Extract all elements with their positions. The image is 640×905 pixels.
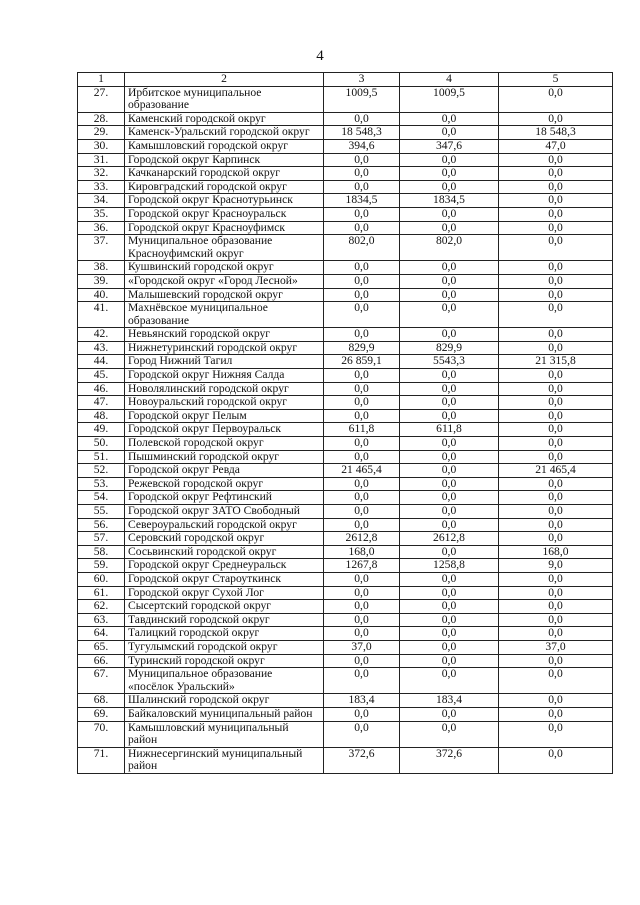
column-3-value-cell: 168,0 xyxy=(324,545,400,559)
table-row xyxy=(78,86,613,112)
row-number-cell: 54. xyxy=(78,491,125,505)
column-4-value-cell: 372,6 xyxy=(400,747,499,773)
column-5-value-cell: 0,0 xyxy=(499,721,613,747)
column-4-value-cell: 0,0 xyxy=(400,450,499,464)
column-3-value-cell: 0,0 xyxy=(324,437,400,451)
municipality-name-cell: Новоуральский городской округ xyxy=(125,396,324,410)
municipality-name-cell: Тугулымский городской округ xyxy=(125,640,324,654)
column-5-value-cell: 0,0 xyxy=(499,437,613,451)
column-4-value-cell: 0,0 xyxy=(400,572,499,586)
municipality-name-cell: Новолялинский городской округ xyxy=(125,382,324,396)
municipality-name-cell: Серовский городской округ xyxy=(125,532,324,546)
column-5-value-cell: 18 548,3 xyxy=(499,126,613,140)
column-4-value-cell: 183,4 xyxy=(400,694,499,708)
column-5-value-cell: 0,0 xyxy=(499,86,613,112)
row-number-cell: 70. xyxy=(78,721,125,747)
column-3-value-cell: 0,0 xyxy=(324,153,400,167)
table-row xyxy=(78,586,613,600)
column-3-value-cell: 183,4 xyxy=(324,694,400,708)
column-4-value-cell: 0,0 xyxy=(400,491,499,505)
column-4-value-cell: 0,0 xyxy=(400,396,499,410)
column-4-value-cell: 0,0 xyxy=(400,153,499,167)
table-row xyxy=(78,153,613,167)
column-3-value-cell: 0,0 xyxy=(324,491,400,505)
table-row xyxy=(78,613,613,627)
row-number-cell: 55. xyxy=(78,505,125,519)
row-number-cell: 69. xyxy=(78,707,125,721)
row-number-cell: 36. xyxy=(78,221,125,235)
row-number-cell: 43. xyxy=(78,341,125,355)
row-number-cell: 57. xyxy=(78,532,125,546)
municipality-name-cell: Городской округ Пелым xyxy=(125,409,324,423)
table-row xyxy=(78,747,613,773)
column-5-value-cell: 0,0 xyxy=(499,180,613,194)
row-number-cell: 44. xyxy=(78,355,125,369)
column-4-value-cell: 0,0 xyxy=(400,302,499,328)
page-number: 4 xyxy=(316,48,324,64)
municipality-name-cell: Муниципальное образование Красноуфимский округ xyxy=(125,235,324,261)
column-3-value-cell: 2612,8 xyxy=(324,532,400,546)
column-3-value-cell: 21 465,4 xyxy=(324,464,400,478)
column-4-value-cell: 0,0 xyxy=(400,382,499,396)
row-number-cell: 59. xyxy=(78,559,125,573)
table-row xyxy=(78,112,613,126)
column-5-value-cell: 0,0 xyxy=(499,572,613,586)
column-3-value-cell: 0,0 xyxy=(324,654,400,668)
column-3-value-cell: 0,0 xyxy=(324,382,400,396)
column-4-value-cell: 0,0 xyxy=(400,545,499,559)
column-5-value-cell: 47,0 xyxy=(499,139,613,153)
column-5-value-cell: 0,0 xyxy=(499,167,613,181)
column-5-value-cell: 0,0 xyxy=(499,341,613,355)
column-4-value-cell: 2612,8 xyxy=(400,532,499,546)
row-number-cell: 29. xyxy=(78,126,125,140)
column-3-value-cell: 0,0 xyxy=(324,207,400,221)
column-3-value-cell: 0,0 xyxy=(324,396,400,410)
table-row xyxy=(78,559,613,573)
table-row xyxy=(78,409,613,423)
column-4-value-cell: 0,0 xyxy=(400,586,499,600)
column-5-value-cell: 0,0 xyxy=(499,477,613,491)
column-5-value-cell: 0,0 xyxy=(499,261,613,275)
row-number-cell: 31. xyxy=(78,153,125,167)
row-number-cell: 30. xyxy=(78,139,125,153)
municipality-name-cell: Городской округ Первоуральск xyxy=(125,423,324,437)
column-4-value-cell: 0,0 xyxy=(400,600,499,614)
municipality-name-cell: Город Нижний Тагил xyxy=(125,355,324,369)
table-row xyxy=(78,654,613,668)
row-number-cell: 46. xyxy=(78,382,125,396)
column-4-value-cell: 0,0 xyxy=(400,207,499,221)
table-row xyxy=(78,328,613,342)
column-3-value-cell: 1009,5 xyxy=(324,86,400,112)
column-5-value-cell: 168,0 xyxy=(499,545,613,559)
municipality-name-cell: Городской округ Сухой Лог xyxy=(125,586,324,600)
municipality-name-cell: Качканарский городской округ xyxy=(125,167,324,181)
column-4-value-cell: 0,0 xyxy=(400,437,499,451)
column-3-value-cell: 0,0 xyxy=(324,668,400,694)
municipality-name-cell: Талицкий городской округ xyxy=(125,627,324,641)
column-4-value-cell: 0,0 xyxy=(400,328,499,342)
row-number-cell: 42. xyxy=(78,328,125,342)
column-5-value-cell: 0,0 xyxy=(499,586,613,600)
column-3-value-cell: 0,0 xyxy=(324,180,400,194)
table-row xyxy=(78,194,613,208)
table-row xyxy=(78,423,613,437)
column-3-value-cell: 0,0 xyxy=(324,518,400,532)
municipality-name-cell: Шалинский городской округ xyxy=(125,694,324,708)
row-number-cell: 34. xyxy=(78,194,125,208)
row-number-cell: 28. xyxy=(78,112,125,126)
column-3-value-cell: 1834,5 xyxy=(324,194,400,208)
column-4-value-cell: 0,0 xyxy=(400,505,499,519)
table-row xyxy=(78,707,613,721)
column-5-value-cell: 0,0 xyxy=(499,450,613,464)
column-3-value-cell: 37,0 xyxy=(324,640,400,654)
column-4-value-cell: 0,0 xyxy=(400,180,499,194)
table-row xyxy=(78,627,613,641)
row-number-cell: 68. xyxy=(78,694,125,708)
column-5-value-cell: 0,0 xyxy=(499,153,613,167)
table-row xyxy=(78,600,613,614)
column-3-value-cell: 0,0 xyxy=(324,274,400,288)
column-4-value-cell: 1258,8 xyxy=(400,559,499,573)
column-5-value-cell: 0,0 xyxy=(499,302,613,328)
municipality-name-cell: Полевской городской округ xyxy=(125,437,324,451)
municipality-name-cell: Махнёвское муниципальное образование xyxy=(125,302,324,328)
column-5-value-cell: 0,0 xyxy=(499,423,613,437)
column-5-value-cell: 21 315,8 xyxy=(499,355,613,369)
column-5-value-cell: 37,0 xyxy=(499,640,613,654)
municipality-name-cell: Сосьвинский городской округ xyxy=(125,545,324,559)
row-number-cell: 60. xyxy=(78,572,125,586)
municipality-name-cell: Нижнесергинский муниципальный район xyxy=(125,747,324,773)
column-4-value-cell: 0,0 xyxy=(400,721,499,747)
row-number-cell: 66. xyxy=(78,654,125,668)
column-3-value-cell: 0,0 xyxy=(324,112,400,126)
table-row xyxy=(78,221,613,235)
column-5-value-cell: 0,0 xyxy=(499,382,613,396)
column-3-value-cell: 0,0 xyxy=(324,261,400,275)
table-row xyxy=(78,532,613,546)
column-5-value-cell: 0,0 xyxy=(499,505,613,519)
row-number-cell: 61. xyxy=(78,586,125,600)
column-4-value-cell: 0,0 xyxy=(400,126,499,140)
municipality-name-cell: Кировградский городской округ xyxy=(125,180,324,194)
column-4-value-cell: 0,0 xyxy=(400,518,499,532)
column-4-value-cell: 0,0 xyxy=(400,409,499,423)
column-3-value-cell: 26 859,1 xyxy=(324,355,400,369)
column-5-value-cell: 0,0 xyxy=(499,328,613,342)
table-row xyxy=(78,450,613,464)
table-row xyxy=(78,302,613,328)
table-row xyxy=(78,180,613,194)
column-5-value-cell: 0,0 xyxy=(499,707,613,721)
municipality-name-cell: Городской округ Нижняя Салда xyxy=(125,369,324,383)
column-3-value-cell: 1267,8 xyxy=(324,559,400,573)
column-4-value-cell: 0,0 xyxy=(400,369,499,383)
row-number-cell: 40. xyxy=(78,288,125,302)
column-3-value-cell: 0,0 xyxy=(324,369,400,383)
row-number-cell: 62. xyxy=(78,600,125,614)
column-3-value-cell: 0,0 xyxy=(324,450,400,464)
column-5-value-cell: 0,0 xyxy=(499,396,613,410)
row-number-cell: 48. xyxy=(78,409,125,423)
row-number-cell: 50. xyxy=(78,437,125,451)
column-4-value-cell: 611,8 xyxy=(400,423,499,437)
header-cell: 1 xyxy=(78,73,125,87)
municipality-name-cell: Камышловский муниципальный район xyxy=(125,721,324,747)
row-number-cell: 58. xyxy=(78,545,125,559)
municipality-name-cell: Городской округ ЗАТО Свободный xyxy=(125,505,324,519)
municipality-name-cell: Режевской городской округ xyxy=(125,477,324,491)
municipality-name-cell: Нижнетуринский городской округ xyxy=(125,341,324,355)
table-row xyxy=(78,505,613,519)
table-row xyxy=(78,721,613,747)
column-4-value-cell: 0,0 xyxy=(400,464,499,478)
table-row xyxy=(78,382,613,396)
column-3-value-cell: 394,6 xyxy=(324,139,400,153)
column-3-value-cell: 0,0 xyxy=(324,409,400,423)
column-3-value-cell: 829,9 xyxy=(324,341,400,355)
municipality-name-cell: Малышевский городской округ xyxy=(125,288,324,302)
column-4-value-cell: 1009,5 xyxy=(400,86,499,112)
column-5-value-cell: 0,0 xyxy=(499,207,613,221)
column-3-value-cell: 0,0 xyxy=(324,721,400,747)
column-4-value-cell: 0,0 xyxy=(400,112,499,126)
table-row xyxy=(78,477,613,491)
column-4-value-cell: 0,0 xyxy=(400,640,499,654)
column-5-value-cell: 0,0 xyxy=(499,654,613,668)
municipality-name-cell: Сысертский городской округ xyxy=(125,600,324,614)
row-number-cell: 41. xyxy=(78,302,125,328)
column-3-value-cell: 0,0 xyxy=(324,221,400,235)
column-5-value-cell: 0,0 xyxy=(499,235,613,261)
column-3-value-cell: 0,0 xyxy=(324,505,400,519)
municipality-name-cell: Пышминский городской округ xyxy=(125,450,324,464)
row-number-cell: 47. xyxy=(78,396,125,410)
row-number-cell: 64. xyxy=(78,627,125,641)
column-3-value-cell: 372,6 xyxy=(324,747,400,773)
municipality-name-cell: Муниципальное образование «посёлок Уральский» xyxy=(125,668,324,694)
column-5-value-cell: 21 465,4 xyxy=(499,464,613,478)
row-number-cell: 38. xyxy=(78,261,125,275)
municipality-name-cell: Туринский городской округ xyxy=(125,654,324,668)
column-3-value-cell: 0,0 xyxy=(324,167,400,181)
column-4-value-cell: 0,0 xyxy=(400,654,499,668)
column-number-header-row xyxy=(78,73,613,87)
table-row xyxy=(78,126,613,140)
column-3-value-cell: 0,0 xyxy=(324,600,400,614)
column-5-value-cell: 0,0 xyxy=(499,518,613,532)
table-row xyxy=(78,437,613,451)
column-4-value-cell: 0,0 xyxy=(400,477,499,491)
column-4-value-cell: 829,9 xyxy=(400,341,499,355)
municipality-name-cell: Каменский городской округ xyxy=(125,112,324,126)
table-row xyxy=(78,261,613,275)
column-5-value-cell: 0,0 xyxy=(499,288,613,302)
municipality-name-cell: Североуральский городской округ xyxy=(125,518,324,532)
table-row xyxy=(78,274,613,288)
row-number-cell: 39. xyxy=(78,274,125,288)
row-number-cell: 37. xyxy=(78,235,125,261)
column-5-value-cell: 0,0 xyxy=(499,613,613,627)
table-row xyxy=(78,668,613,694)
table-row xyxy=(78,341,613,355)
municipality-name-cell: «Городской округ «Город Лесной» xyxy=(125,274,324,288)
municipality-name-cell: Невьянский городской округ xyxy=(125,328,324,342)
table-row xyxy=(78,694,613,708)
column-5-value-cell: 0,0 xyxy=(499,274,613,288)
municipality-name-cell: Тавдинский городской округ xyxy=(125,613,324,627)
municipality-name-cell: Городской округ Красноуральск xyxy=(125,207,324,221)
row-number-cell: 56. xyxy=(78,518,125,532)
municipality-name-cell: Байкаловский муниципальный район xyxy=(125,707,324,721)
column-4-value-cell: 0,0 xyxy=(400,167,499,181)
municipality-name-cell: Городской округ Рефтинский xyxy=(125,491,324,505)
table-row xyxy=(78,464,613,478)
column-3-value-cell: 802,0 xyxy=(324,235,400,261)
municipality-name-cell: Камышловский городской округ xyxy=(125,139,324,153)
header-cell: 3 xyxy=(324,73,400,87)
table-row xyxy=(78,369,613,383)
table-row xyxy=(78,518,613,532)
header-cell: 2 xyxy=(125,73,324,87)
column-4-value-cell: 0,0 xyxy=(400,274,499,288)
column-5-value-cell: 0,0 xyxy=(499,369,613,383)
row-number-cell: 63. xyxy=(78,613,125,627)
table-row xyxy=(78,139,613,153)
column-3-value-cell: 18 548,3 xyxy=(324,126,400,140)
table-row xyxy=(78,235,613,261)
column-4-value-cell: 0,0 xyxy=(400,627,499,641)
column-4-value-cell: 802,0 xyxy=(400,235,499,261)
municipality-name-cell: Ирбитское муниципальное образование xyxy=(125,86,324,112)
column-5-value-cell: 0,0 xyxy=(499,532,613,546)
column-5-value-cell: 9,0 xyxy=(499,559,613,573)
column-4-value-cell: 0,0 xyxy=(400,288,499,302)
row-number-cell: 65. xyxy=(78,640,125,654)
municipality-name-cell: Городской округ Староуткинск xyxy=(125,572,324,586)
municipality-name-cell: Городской округ Краснотурьинск xyxy=(125,194,324,208)
column-3-value-cell: 0,0 xyxy=(324,572,400,586)
column-5-value-cell: 0,0 xyxy=(499,668,613,694)
row-number-cell: 52. xyxy=(78,464,125,478)
column-5-value-cell: 0,0 xyxy=(499,747,613,773)
row-number-cell: 45. xyxy=(78,369,125,383)
column-5-value-cell: 0,0 xyxy=(499,491,613,505)
row-number-cell: 27. xyxy=(78,86,125,112)
column-5-value-cell: 0,0 xyxy=(499,112,613,126)
header-cell: 4 xyxy=(400,73,499,87)
table-row xyxy=(78,355,613,369)
table-row xyxy=(78,491,613,505)
row-number-cell: 51. xyxy=(78,450,125,464)
column-5-value-cell: 0,0 xyxy=(499,409,613,423)
table-row xyxy=(78,396,613,410)
municipality-name-cell: Городской округ Карпинск xyxy=(125,153,324,167)
column-4-value-cell: 1834,5 xyxy=(400,194,499,208)
column-5-value-cell: 0,0 xyxy=(499,600,613,614)
column-4-value-cell: 5543,3 xyxy=(400,355,499,369)
data-table xyxy=(77,72,613,774)
municipality-name-cell: Городской округ Красноуфимск xyxy=(125,221,324,235)
column-3-value-cell: 0,0 xyxy=(324,586,400,600)
table-row xyxy=(78,288,613,302)
column-3-value-cell: 0,0 xyxy=(324,288,400,302)
row-number-cell: 33. xyxy=(78,180,125,194)
column-4-value-cell: 0,0 xyxy=(400,707,499,721)
column-3-value-cell: 0,0 xyxy=(324,627,400,641)
column-4-value-cell: 0,0 xyxy=(400,668,499,694)
column-5-value-cell: 0,0 xyxy=(499,627,613,641)
table-row xyxy=(78,545,613,559)
column-5-value-cell: 0,0 xyxy=(499,221,613,235)
column-4-value-cell: 0,0 xyxy=(400,613,499,627)
table-row xyxy=(78,572,613,586)
column-4-value-cell: 0,0 xyxy=(400,221,499,235)
column-3-value-cell: 611,8 xyxy=(324,423,400,437)
municipality-name-cell: Городской округ Ревда xyxy=(125,464,324,478)
column-4-value-cell: 347,6 xyxy=(400,139,499,153)
row-number-cell: 32. xyxy=(78,167,125,181)
row-number-cell: 53. xyxy=(78,477,125,491)
column-3-value-cell: 0,0 xyxy=(324,707,400,721)
column-3-value-cell: 0,0 xyxy=(324,302,400,328)
column-5-value-cell: 0,0 xyxy=(499,194,613,208)
table-row xyxy=(78,207,613,221)
municipality-name-cell: Городской округ Среднеуральск xyxy=(125,559,324,573)
column-3-value-cell: 0,0 xyxy=(324,328,400,342)
column-5-value-cell: 0,0 xyxy=(499,694,613,708)
municipality-name-cell: Кушвинский городской округ xyxy=(125,261,324,275)
column-3-value-cell: 0,0 xyxy=(324,613,400,627)
table-row xyxy=(78,640,613,654)
row-number-cell: 67. xyxy=(78,668,125,694)
column-3-value-cell: 0,0 xyxy=(324,477,400,491)
column-4-value-cell: 0,0 xyxy=(400,261,499,275)
header-cell: 5 xyxy=(499,73,613,87)
row-number-cell: 49. xyxy=(78,423,125,437)
row-number-cell: 71. xyxy=(78,747,125,773)
municipality-name-cell: Каменск-Уральский городской округ xyxy=(125,126,324,140)
table-row xyxy=(78,167,613,181)
row-number-cell: 35. xyxy=(78,207,125,221)
